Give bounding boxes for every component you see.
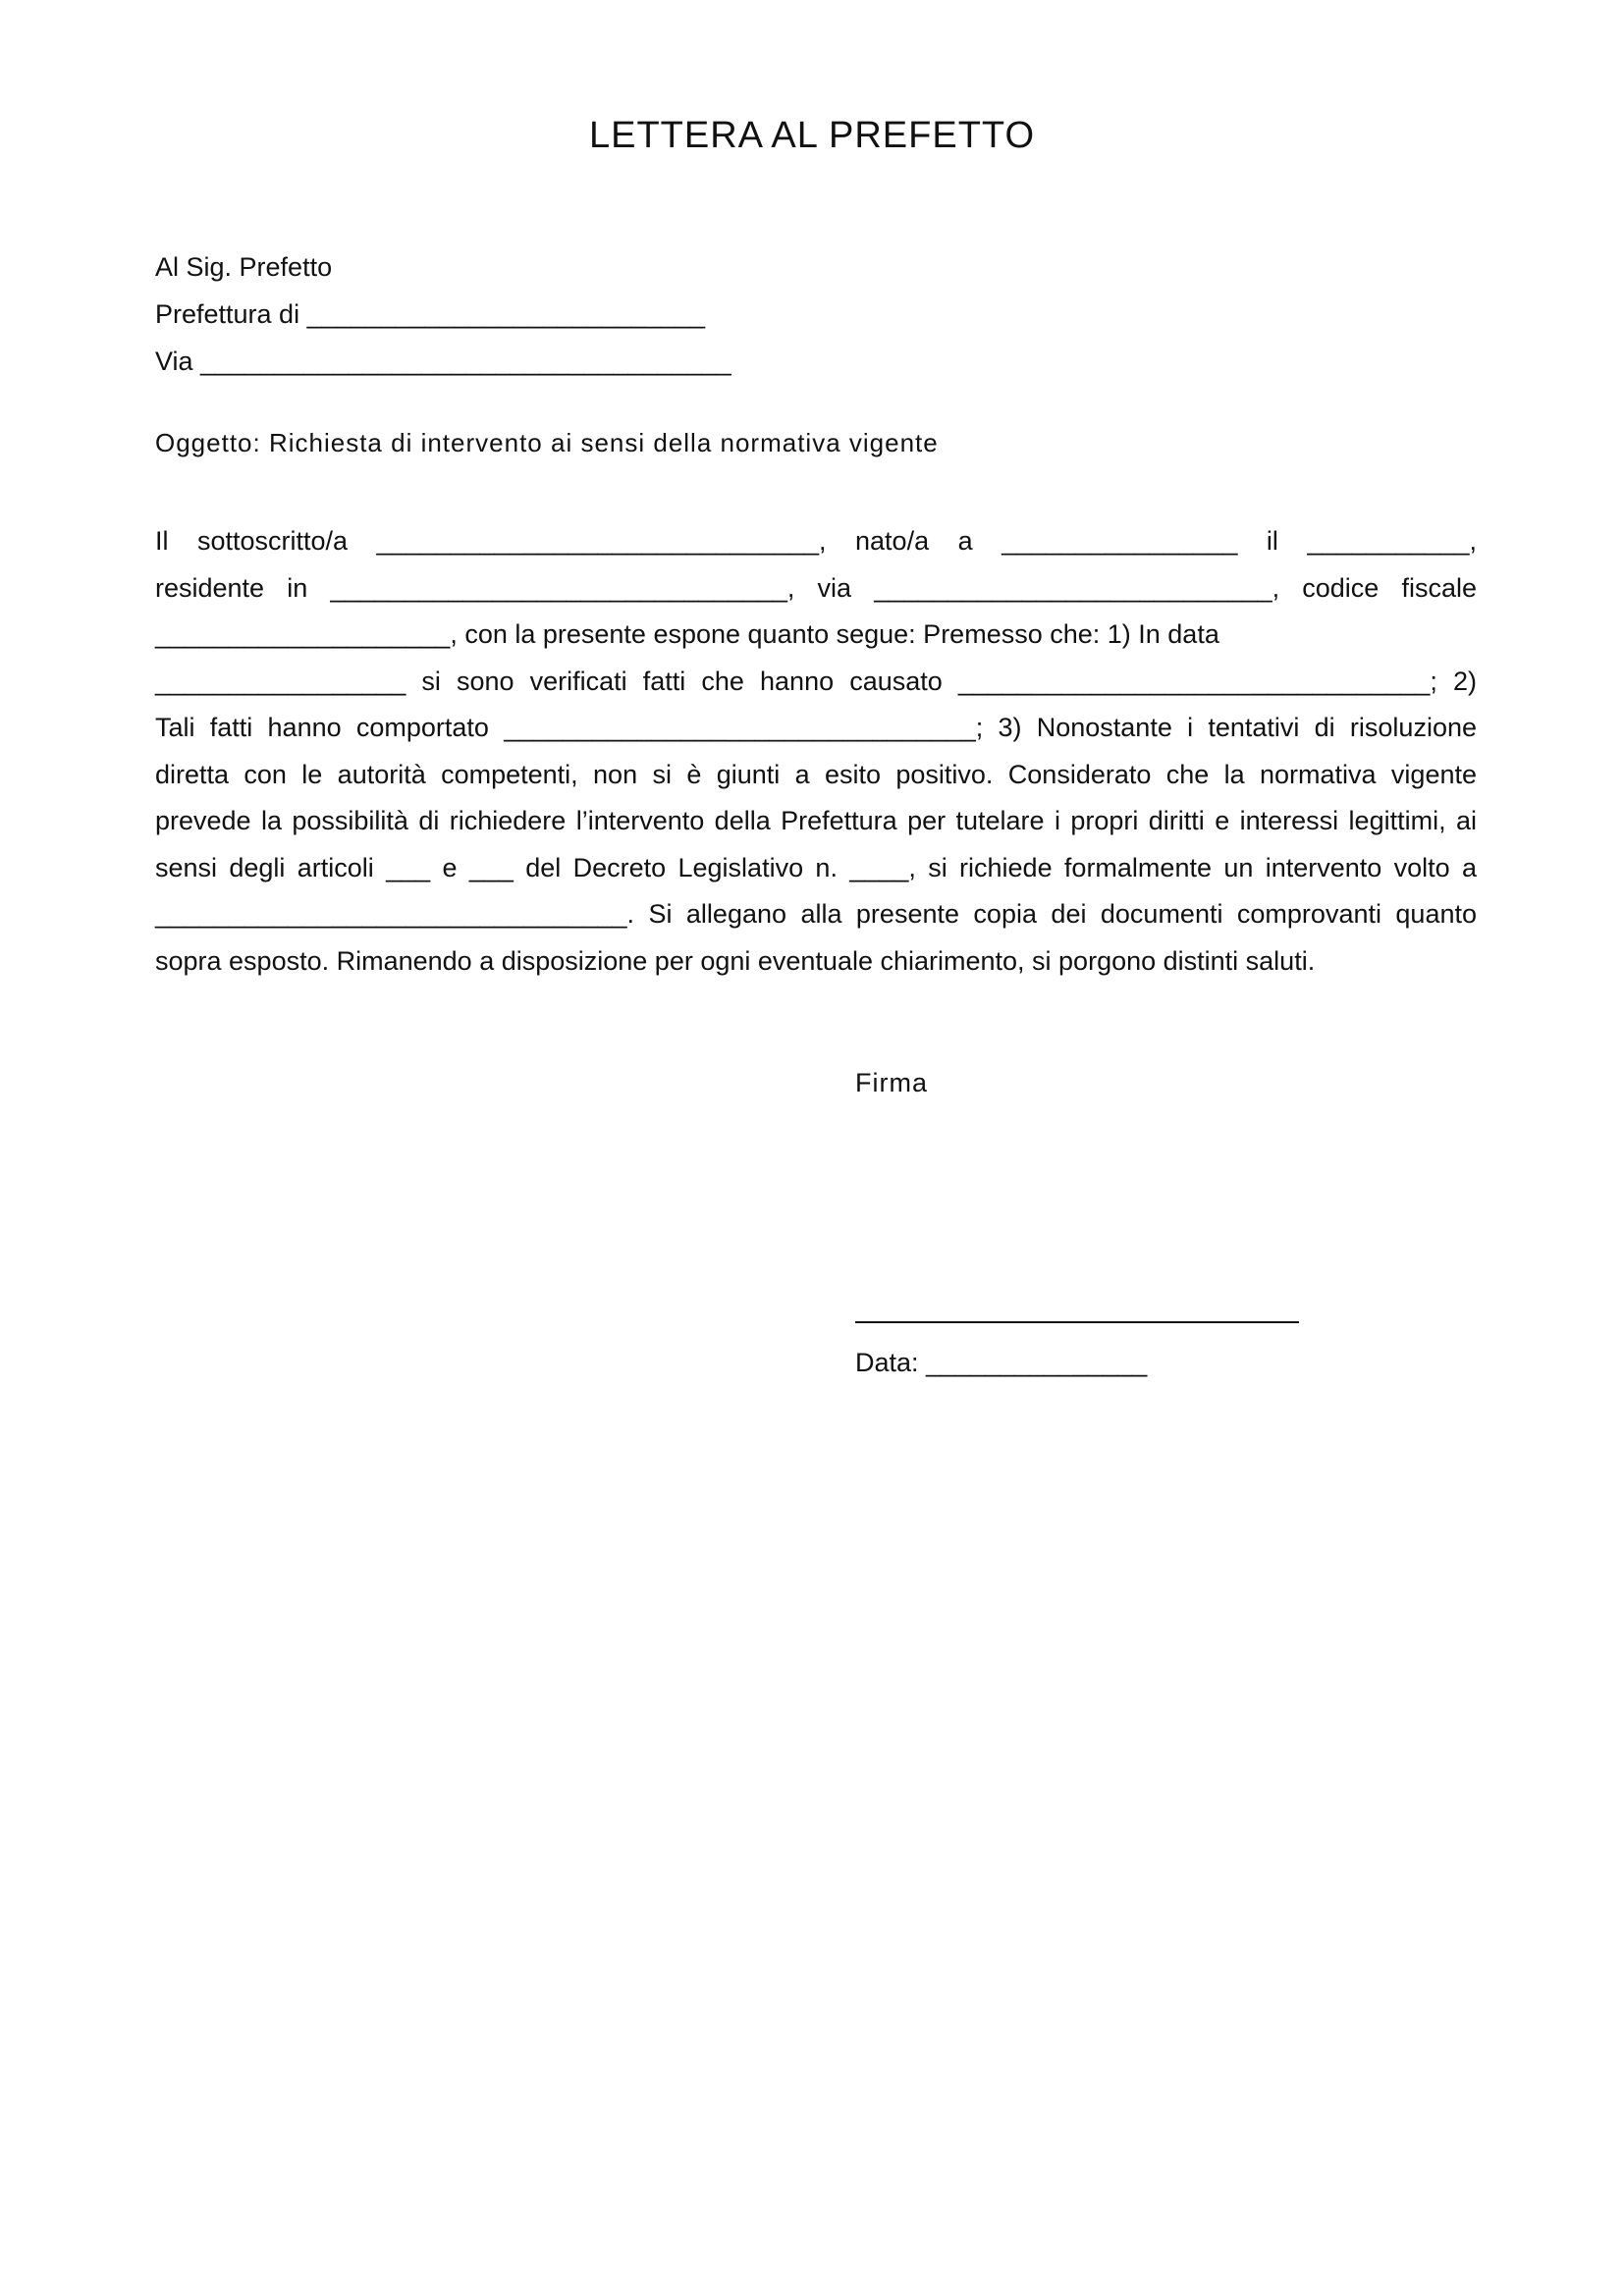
- body-line: sopra esposto. Rimanendo a disposizione per ogni eventuale chiarimento, si porgono distinti saluti.: [155, 945, 1316, 976]
- subject-line: Oggetto: Richiesta di intervento ai sensi della normativa vigente: [155, 428, 939, 457]
- signature-line: [855, 1321, 1299, 1323]
- signature-label: Firma: [855, 1068, 928, 1097]
- recipient-line-3: Via ____________________________________: [155, 347, 731, 376]
- body-line: ____________________, con la presente espone quanto segue: Premesso che: 1) In data: [155, 619, 1219, 649]
- recipient-line-2: Prefettura di ___________________________: [155, 299, 706, 329]
- body-line: _________________ si sono verificati fatti che hanno causato ________________________________; 2): [155, 666, 1477, 696]
- document-title: LETTERA AL PREFETTO: [588, 115, 1035, 156]
- body-line: sensi degli articoli ___ e ___ del Decreto Legislativo n. ____, si richiede formalmente un intervento volto a: [155, 852, 1477, 882]
- date-label: Data: _______________: [855, 1348, 1148, 1377]
- body-line: diretta con le autorità competenti, non si è giunti a esito positivo. Considerato che la normativa vigente: [155, 759, 1477, 789]
- letter-body: [155, 518, 1477, 985]
- body-line: ________________________________. Si allegano alla presente copia dei documenti comprovanti quanto: [155, 899, 1477, 929]
- body-line: Il sottoscritto/a ______________________________, nato/a a ________________ il ___________,: [155, 526, 1477, 556]
- body-line: Tali fatti hanno comportato ________________________________; 3) Nonostante i tentativi di risoluzione: [155, 713, 1477, 742]
- recipient-line-1: Al Sig. Prefetto: [155, 252, 333, 282]
- recipient-address: [155, 243, 1432, 385]
- body-line: prevede la possibilità di richiedere l’intervento della Prefettura per tutelare i propri diritti e interessi legittimi, ai: [155, 806, 1477, 835]
- body-line: residente in _______________________________, via ___________________________, codice fiscale: [155, 572, 1477, 603]
